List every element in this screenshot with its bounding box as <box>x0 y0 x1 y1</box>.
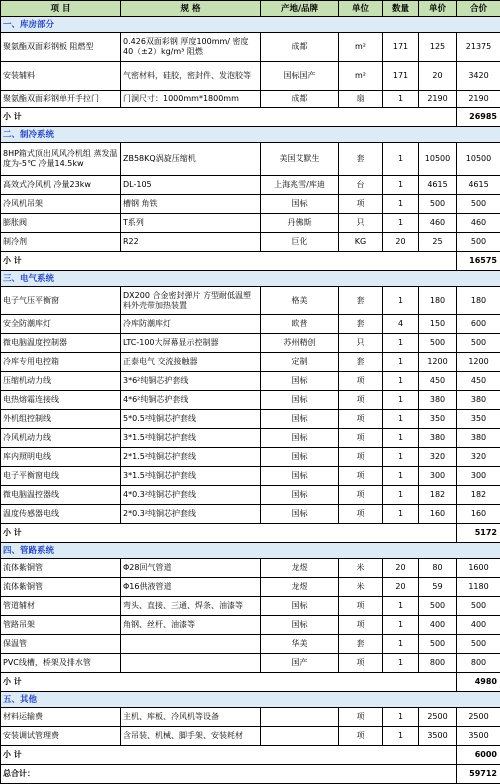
cell-spec: Φ28回气管道 <box>121 559 261 578</box>
cell-name: 微电脑温控器线 <box>1 486 121 505</box>
section-title: 一、库房部分 <box>1 17 500 33</box>
cell-name: 膨胀阀 <box>1 214 121 233</box>
cell-qty: 171 <box>383 33 419 62</box>
cell-spec: 角钢、丝杆、油漆等 <box>121 616 261 635</box>
cell-brand: 国产 <box>261 654 339 673</box>
cell-spec: Φ16供液管道 <box>121 578 261 597</box>
cell-price: 300 <box>419 467 457 486</box>
cell-qty: 1 <box>383 467 419 486</box>
cell-name: 外机组控制线 <box>1 410 121 429</box>
cell-price: 4615 <box>419 176 457 195</box>
cell-spec: ZB58KQ涡旋压缩机 <box>121 143 261 176</box>
section-title: 二、制冷系统 <box>1 127 500 143</box>
cell-brand: 国标 <box>261 391 339 410</box>
cell-unit: 项 <box>339 597 383 616</box>
cell-qty: 1 <box>383 708 419 727</box>
cell-brand: 国标 <box>261 448 339 467</box>
cell-qty: 1 <box>383 353 419 372</box>
cell-total: 2500 <box>457 708 500 727</box>
cell-spec <box>121 654 261 673</box>
cell-total: 21375 <box>457 33 500 62</box>
section-title-row <box>1 543 500 559</box>
header-cell: 产地/品牌 <box>261 1 339 17</box>
cell-brand: 丹佛斯 <box>261 214 339 233</box>
cell-price: 180 <box>419 287 457 315</box>
cell-total: 4615 <box>457 176 500 195</box>
cell-spec: T系列 <box>121 214 261 233</box>
cell-qty: 1 <box>383 448 419 467</box>
cell-total: 600 <box>457 315 500 334</box>
cell-name: 库内照明电线 <box>1 448 121 467</box>
cell-unit: m² <box>339 33 383 62</box>
cell-total: 500 <box>457 635 500 654</box>
cell-qty: 1 <box>383 727 419 746</box>
cell-qty: 1 <box>383 287 419 315</box>
cell-brand: 国标 <box>261 467 339 486</box>
cell-price: 500 <box>419 635 457 654</box>
cell-total: 182 <box>457 486 500 505</box>
table-row <box>1 372 500 391</box>
cell-brand: 欧普 <box>261 315 339 334</box>
table-row <box>1 287 500 315</box>
grand-total-value: 59712 <box>457 765 500 784</box>
cell-total: 160 <box>457 505 500 524</box>
table-row <box>1 91 500 108</box>
subtotal-label: 小 计 <box>1 524 457 543</box>
table-row <box>1 578 500 597</box>
cell-spec: 5*0.5²纯铜芯护套线 <box>121 410 261 429</box>
cell-spec: 冷库防潮库灯 <box>121 315 261 334</box>
quotation-body <box>1 1 500 784</box>
cell-price: 125 <box>419 33 457 62</box>
subtotal-label: 小 计 <box>1 746 457 765</box>
cell-name: 冷库专用电控箱 <box>1 353 121 372</box>
cell-spec: 3*1.5²纯铜芯护套线 <box>121 429 261 448</box>
cell-brand: 国标 <box>261 505 339 524</box>
cell-total: 3420 <box>457 62 500 91</box>
cell-name: PVC线槽，桥架及排水管 <box>1 654 121 673</box>
section-title-row <box>1 127 500 143</box>
cell-qty: 1 <box>383 391 419 410</box>
cell-unit: 项 <box>339 391 383 410</box>
grand-total-row <box>1 765 500 784</box>
cell-total: 500 <box>457 334 500 353</box>
cell-total: 380 <box>457 391 500 410</box>
cell-brand: 国标 <box>261 410 339 429</box>
table-row <box>1 391 500 410</box>
cell-unit: 套 <box>339 353 383 372</box>
cell-name: 聚氨酯双面彩钢板 阻燃型 <box>1 33 121 62</box>
cell-qty: 1 <box>383 654 419 673</box>
table-row <box>1 429 500 448</box>
cell-name: 管道辅材 <box>1 597 121 616</box>
cell-unit: 项 <box>339 448 383 467</box>
table-row <box>1 505 500 524</box>
cell-total: 180 <box>457 287 500 315</box>
cell-spec: 槽钢 角铁 <box>121 195 261 214</box>
cell-name: 压缩机动力线 <box>1 372 121 391</box>
cell-total: 10500 <box>457 143 500 176</box>
cell-price: 400 <box>419 616 457 635</box>
cell-total: 800 <box>457 654 500 673</box>
cell-price: 320 <box>419 448 457 467</box>
subtotal-row <box>1 524 500 543</box>
table-row <box>1 467 500 486</box>
cell-spec: 0.426双面彩钢 厚度100mm/ 密度40（±2）kg/m³ 阻燃 <box>121 33 261 62</box>
cell-total: 350 <box>457 410 500 429</box>
cell-unit: 台 <box>339 176 383 195</box>
cell-spec: 主机、库板、冷风机等设备 <box>121 708 261 727</box>
cell-brand: 华美 <box>261 635 339 654</box>
cell-qty: 4 <box>383 315 419 334</box>
table-row <box>1 635 500 654</box>
cell-unit: 项 <box>339 654 383 673</box>
cell-spec: DL-105 <box>121 176 261 195</box>
table-row <box>1 597 500 616</box>
cell-brand: 国标 <box>261 195 339 214</box>
cell-price: 500 <box>419 597 457 616</box>
cell-total: 300 <box>457 467 500 486</box>
subtotal-value: 6000 <box>457 746 500 765</box>
cell-price: 380 <box>419 429 457 448</box>
cell-spec: 3*6²纯铜芯护套线 <box>121 372 261 391</box>
cell-brand: 格美 <box>261 287 339 315</box>
cell-name: 材料运输费 <box>1 708 121 727</box>
cell-spec: 正泰电气 交流接触器 <box>121 353 261 372</box>
cell-qty: 1 <box>383 597 419 616</box>
cell-spec: 2*1.5²纯铜芯护套线 <box>121 448 261 467</box>
cell-qty: 20 <box>383 578 419 597</box>
cell-spec: R22 <box>121 233 261 252</box>
cell-price: 350 <box>419 410 457 429</box>
table-row <box>1 195 500 214</box>
cell-unit: KG <box>339 233 383 252</box>
subtotal-value: 26985 <box>457 108 500 127</box>
cell-name: 电热熔霜连接线 <box>1 391 121 410</box>
cell-qty: 1 <box>383 429 419 448</box>
cell-unit: 套 <box>339 287 383 315</box>
cell-unit: m² <box>339 62 383 91</box>
subtotal-value: 5172 <box>457 524 500 543</box>
cell-brand: 成都 <box>261 91 339 108</box>
cell-spec: 3*1.5²纯铜芯护套线 <box>121 467 261 486</box>
header-cell: 合价 <box>457 1 500 17</box>
cell-price: 80 <box>419 559 457 578</box>
cell-name: 电子平衡窗电线 <box>1 467 121 486</box>
table-row <box>1 315 500 334</box>
cell-qty: 20 <box>383 559 419 578</box>
cell-spec: 2*0.3²纯铜芯护套线 <box>121 505 261 524</box>
cell-qty: 1 <box>383 410 419 429</box>
header-cell: 数量 <box>383 1 419 17</box>
cell-total: 500 <box>457 233 500 252</box>
cell-spec: 含吊装、机械、脚手架、安装耗材 <box>121 727 261 746</box>
cell-unit: 只 <box>339 214 383 233</box>
cell-spec: 门洞尺寸：1000mm*1800mm <box>121 91 261 108</box>
table-row <box>1 233 500 252</box>
cell-price: 800 <box>419 654 457 673</box>
cell-price: 160 <box>419 505 457 524</box>
cell-qty: 1 <box>383 486 419 505</box>
cell-price: 460 <box>419 214 457 233</box>
cell-name: 安全防潮库灯 <box>1 315 121 334</box>
cell-name: 冷风机动力线 <box>1 429 121 448</box>
cell-unit: 套 <box>339 635 383 654</box>
cell-unit: 项 <box>339 708 383 727</box>
cell-name: 安装辅料 <box>1 62 121 91</box>
table-row <box>1 33 500 62</box>
table-row <box>1 616 500 635</box>
cell-spec: 4*0.3²纯铜芯护套线 <box>121 486 261 505</box>
cell-brand: 苏州精创 <box>261 334 339 353</box>
cell-unit: 套 <box>339 143 383 176</box>
cell-price: 380 <box>419 391 457 410</box>
cell-qty: 1 <box>383 91 419 108</box>
cell-brand <box>261 727 339 746</box>
cell-total: 1600 <box>457 559 500 578</box>
cell-brand: 定制 <box>261 353 339 372</box>
subtotal-row <box>1 673 500 692</box>
table-row <box>1 214 500 233</box>
subtotal-row <box>1 108 500 127</box>
cell-unit: 项 <box>339 616 383 635</box>
cell-total: 1200 <box>457 353 500 372</box>
cell-price: 20 <box>419 62 457 91</box>
header-cell: 项 目 <box>1 1 121 17</box>
cell-unit: 米 <box>339 559 383 578</box>
cell-unit: 项 <box>339 727 383 746</box>
table-row <box>1 410 500 429</box>
cell-price: 150 <box>419 315 457 334</box>
header-cell: 规 格 <box>121 1 261 17</box>
cell-brand: 龙煜 <box>261 559 339 578</box>
cell-name: 流体紫铜管 <box>1 578 121 597</box>
cell-spec: LTC-100大屏幕显示控制器 <box>121 334 261 353</box>
section-title: 三、电气系统 <box>1 271 500 287</box>
cell-qty: 20 <box>383 233 419 252</box>
cell-qty: 1 <box>383 214 419 233</box>
subtotal-value: 4980 <box>457 673 500 692</box>
cell-name: 8HP箱式顶出风风冷机组 蒸发温度为-5℃ 冷量14.5kw <box>1 143 121 176</box>
cell-brand: 成都 <box>261 33 339 62</box>
cell-name: 高效式冷风机 冷量23kw <box>1 176 121 195</box>
cell-spec: 弯头、直接、三通、焊条、油漆等 <box>121 597 261 616</box>
cell-unit: 项 <box>339 195 383 214</box>
cell-unit: 项 <box>339 410 383 429</box>
cell-qty: 1 <box>383 143 419 176</box>
cell-qty: 171 <box>383 62 419 91</box>
cell-total: 460 <box>457 214 500 233</box>
cell-name: 流体紫铜管 <box>1 559 121 578</box>
cell-brand: 国标 <box>261 429 339 448</box>
cell-brand: 龙煜 <box>261 578 339 597</box>
cell-total: 3500 <box>457 727 500 746</box>
cell-price: 2500 <box>419 708 457 727</box>
cell-name: 温度传感器电线 <box>1 505 121 524</box>
subtotal-label: 小 计 <box>1 673 457 692</box>
cell-spec <box>121 635 261 654</box>
table-row <box>1 486 500 505</box>
cell-brand: 国标 <box>261 616 339 635</box>
cell-brand: 国标 <box>261 372 339 391</box>
cell-unit: 项 <box>339 505 383 524</box>
cell-price: 2190 <box>419 91 457 108</box>
cell-price: 500 <box>419 334 457 353</box>
cell-total: 320 <box>457 448 500 467</box>
cell-unit: 套 <box>339 315 383 334</box>
cell-price: 182 <box>419 486 457 505</box>
table-row <box>1 353 500 372</box>
cell-brand <box>261 708 339 727</box>
cell-unit: 米 <box>339 578 383 597</box>
cell-price: 450 <box>419 372 457 391</box>
cell-unit: 项 <box>339 486 383 505</box>
cell-brand: 上海兆雪/库迪 <box>261 176 339 195</box>
subtotal-row <box>1 252 500 271</box>
section-title: 五、其他 <box>1 692 500 708</box>
cell-qty: 1 <box>383 616 419 635</box>
cell-spec: 气密材料，硅胶，密封件、发泡胶等 <box>121 62 261 91</box>
cell-name: 制冷剂 <box>1 233 121 252</box>
section-title-row <box>1 271 500 287</box>
cell-name: 聚氨酯双面彩钢单开手拉门 <box>1 91 121 108</box>
cell-brand: 国标国产 <box>261 62 339 91</box>
table-row <box>1 708 500 727</box>
cell-price: 1200 <box>419 353 457 372</box>
cell-name: 微电脑温度控制器 <box>1 334 121 353</box>
cell-qty: 1 <box>383 505 419 524</box>
section-title-row <box>1 692 500 708</box>
table-row <box>1 334 500 353</box>
cell-name: 安装调试管理费 <box>1 727 121 746</box>
cell-price: 3500 <box>419 727 457 746</box>
subtotal-value: 16575 <box>457 252 500 271</box>
header-cell: 单位 <box>339 1 383 17</box>
cell-unit: 扇 <box>339 91 383 108</box>
cell-name: 保温管 <box>1 635 121 654</box>
cell-brand: 美国艾默生 <box>261 143 339 176</box>
cell-unit: 项 <box>339 429 383 448</box>
cell-qty: 1 <box>383 334 419 353</box>
table-row <box>1 176 500 195</box>
cell-qty: 1 <box>383 635 419 654</box>
section-title: 四、管路系统 <box>1 543 500 559</box>
cell-unit: 项 <box>339 372 383 391</box>
cell-price: 10500 <box>419 143 457 176</box>
cell-total: 400 <box>457 616 500 635</box>
section-title-row <box>1 17 500 33</box>
subtotal-label: 小 计 <box>1 108 457 127</box>
cell-brand: 巨化 <box>261 233 339 252</box>
subtotal-row <box>1 746 500 765</box>
table-row <box>1 727 500 746</box>
table-row <box>1 448 500 467</box>
table-row <box>1 143 500 176</box>
cell-brand: 国标 <box>261 597 339 616</box>
cell-price: 59 <box>419 578 457 597</box>
cell-brand: 国标 <box>261 486 339 505</box>
cell-unit: 项 <box>339 467 383 486</box>
cell-spec: DX200 合金密封弹片 方型耐低温塑料外壳带加热装置 <box>121 287 261 315</box>
cell-qty: 1 <box>383 176 419 195</box>
table-header <box>1 1 500 17</box>
cell-total: 380 <box>457 429 500 448</box>
cell-total: 500 <box>457 195 500 214</box>
table-row <box>1 654 500 673</box>
cell-total: 1180 <box>457 578 500 597</box>
cell-total: 450 <box>457 372 500 391</box>
cell-name: 冷风机吊架 <box>1 195 121 214</box>
cell-price: 500 <box>419 195 457 214</box>
table-row <box>1 62 500 91</box>
cell-total: 500 <box>457 597 500 616</box>
header-cell: 单价 <box>419 1 457 17</box>
subtotal-label: 小 计 <box>1 252 457 271</box>
table-row <box>1 559 500 578</box>
cell-total: 2190 <box>457 91 500 108</box>
cell-spec: 4*6²纯铜芯护套线 <box>121 391 261 410</box>
cell-qty: 1 <box>383 195 419 214</box>
grand-total-label: 总合计： <box>1 765 457 784</box>
cell-price: 25 <box>419 233 457 252</box>
cell-qty: 1 <box>383 372 419 391</box>
cell-name: 电子气压平衡窗 <box>1 287 121 315</box>
cell-name: 管路吊架 <box>1 616 121 635</box>
cell-unit: 只 <box>339 334 383 353</box>
